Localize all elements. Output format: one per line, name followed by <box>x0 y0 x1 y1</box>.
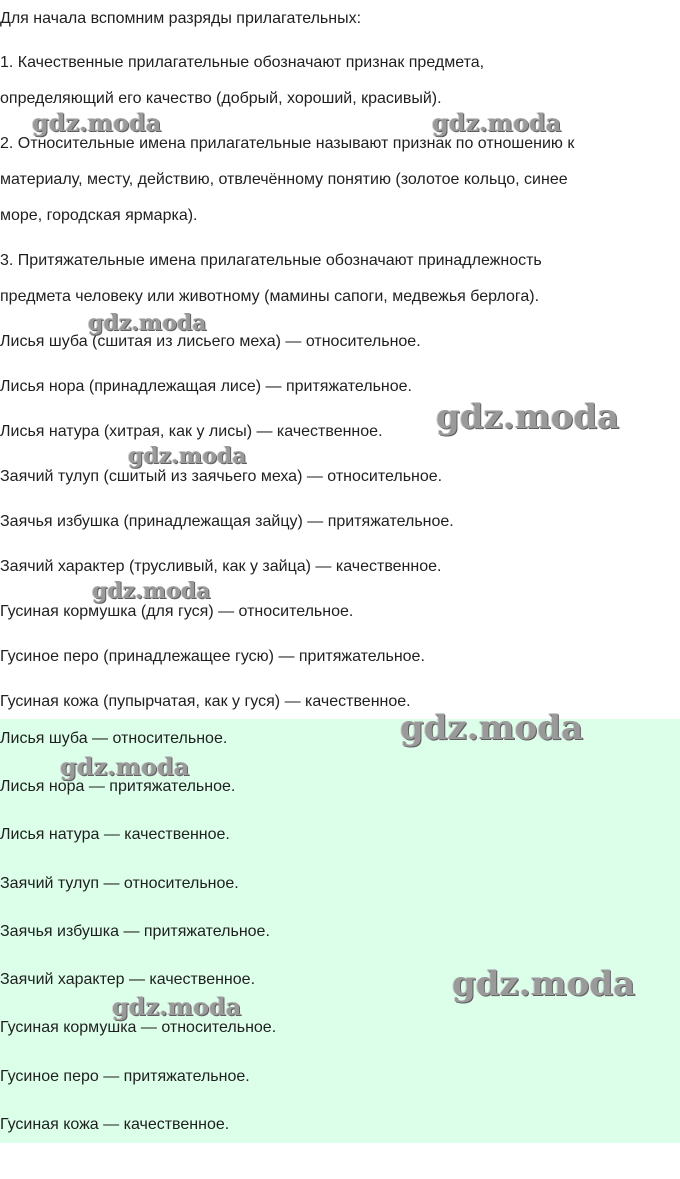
watermark: gdz.moda <box>436 397 620 437</box>
watermark: gdz.moda <box>432 108 562 137</box>
definition-line: 3. Притяжательные имена прилагательные обозначают принадлежность <box>0 252 542 269</box>
watermark: gdz.moda <box>112 992 242 1021</box>
watermark: gdz.moda <box>32 108 162 137</box>
intro-text: Для начала вспомним разряды прилагательных: <box>0 10 362 27</box>
watermark: gdz.moda <box>92 578 211 604</box>
definition-line: материалу, месту, действию, отвлечённому понятию (золотое кольцо, синее <box>0 171 568 188</box>
example-line: Заячья избушка (принадлежащая зайцу) — притяжательное. <box>0 513 454 530</box>
example-line: Гусиное перо (принадлежащее гусю) — притяжательное. <box>0 648 425 665</box>
answer-line: Гусиная кожа — качественное. <box>0 1116 230 1133</box>
definition-line: 2. Относительные имена прилагательные называют признак по отношению к <box>0 135 575 152</box>
answer-line: Гусиное перо — притяжательное. <box>0 1068 250 1085</box>
example-line: Заячий характер (трусливый, как у зайца) — качественное. <box>0 558 442 575</box>
example-line: Гусиная кожа (пупырчатая, как у гуся) — качественное. <box>0 693 411 710</box>
answer-line: Лисья нора — притяжательное. <box>0 778 236 795</box>
example-line: Лисья шуба (сшитая из лисьего меха) — относительное. <box>0 333 421 350</box>
watermark: gdz.moda <box>400 708 584 748</box>
definition-line: предмета человеку или животному (мамины сапоги, медвежья берлога). <box>0 288 540 305</box>
watermark: gdz.moda <box>60 752 190 781</box>
example-line: Заячий тулуп (сшитый из заячьего меха) — относительное. <box>0 468 443 485</box>
example-line: Гусиная кормушка (для гуся) — относительное. <box>0 603 354 620</box>
watermark: gdz.moda <box>88 310 207 336</box>
answer-line: Гусиная кормушка — относительное. <box>0 1019 277 1036</box>
watermark: gdz.moda <box>452 964 636 1004</box>
definition-line: море, городская ярмарка). <box>0 207 198 224</box>
answer-line: Заячий тулуп — относительное. <box>0 875 239 892</box>
answer-line: Лисья натура — качественное. <box>0 826 230 843</box>
answer-line: Лисья шуба — относительное. <box>0 730 228 747</box>
answer-line: Заячья избушка — притяжательное. <box>0 923 270 940</box>
definition-line: 1. Качественные прилагательные обозначают признак предмета, <box>0 54 485 71</box>
definition-line: определяющий его качество (добрый, хороший, красивый). <box>0 90 442 107</box>
answer-line: Заячий характер — качественное. <box>0 971 256 988</box>
watermark: gdz.moda <box>128 443 247 469</box>
example-line: Лисья натура (хитрая, как у лисы) — качественное. <box>0 423 383 440</box>
example-line: Лисья нора (принадлежащая лисе) — притяжательное. <box>0 378 412 395</box>
